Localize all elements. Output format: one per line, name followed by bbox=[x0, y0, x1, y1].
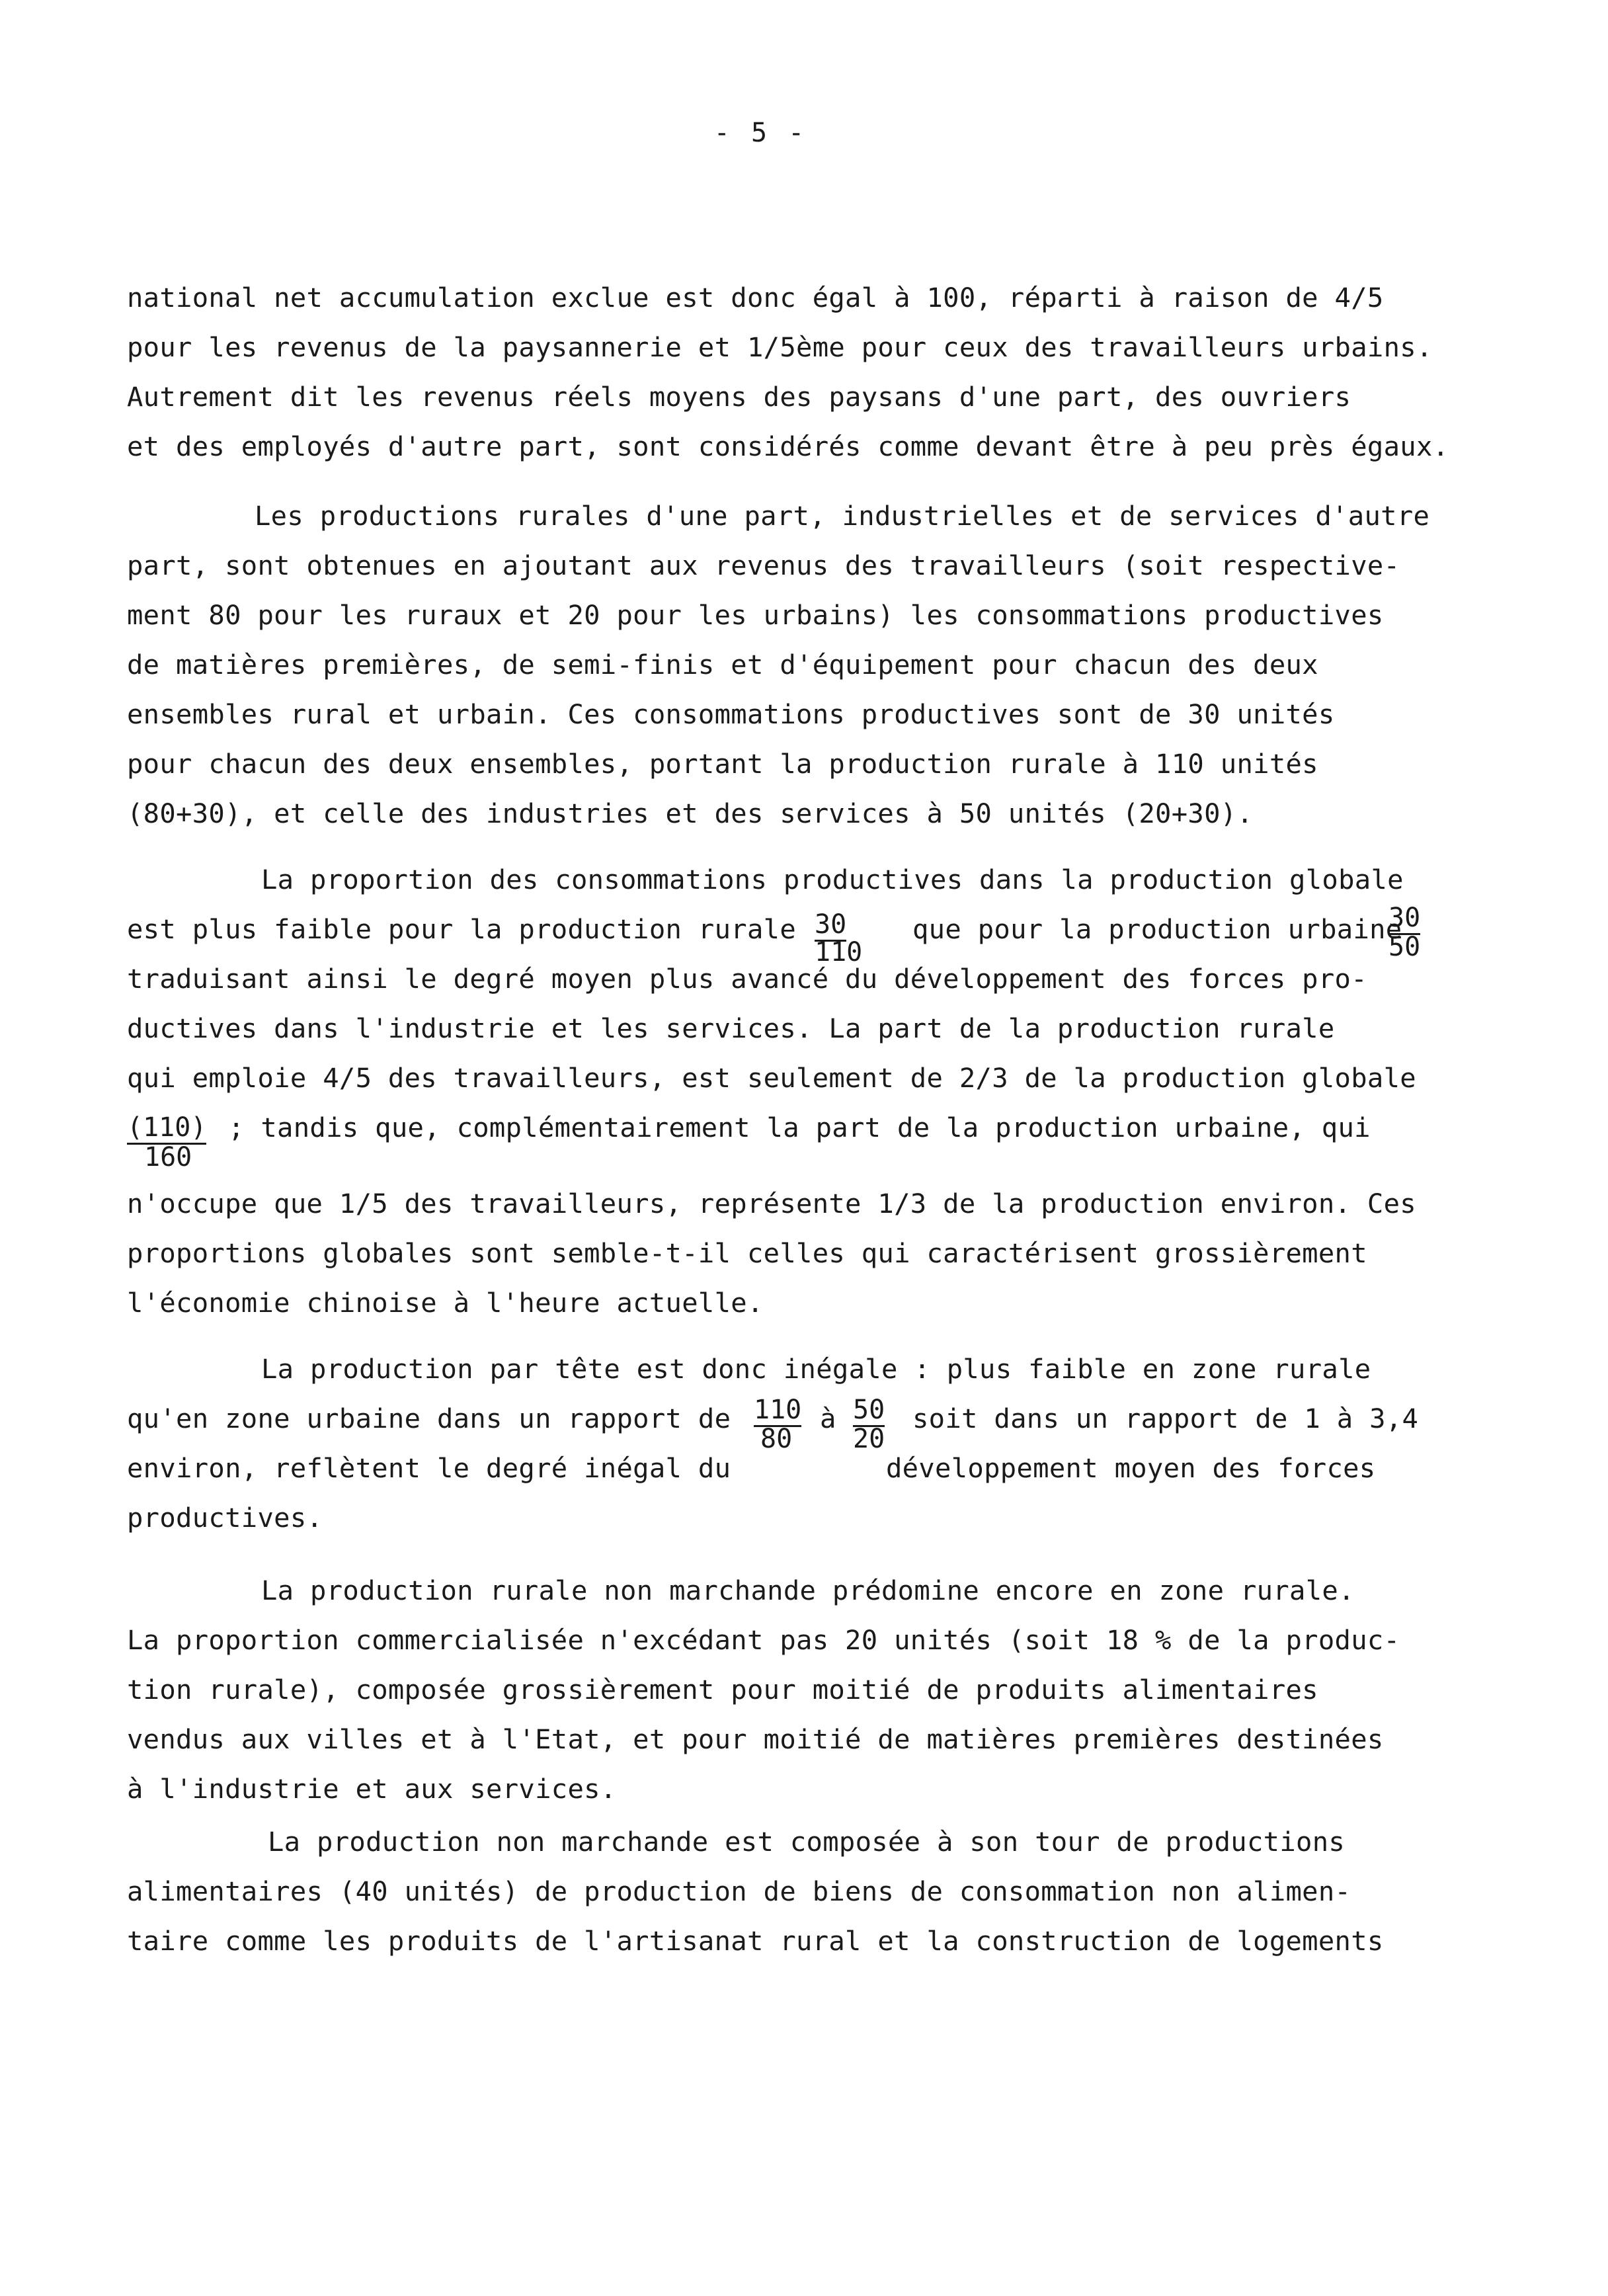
fraction-numerator: (110) bbox=[127, 1112, 206, 1145]
text-line: La production par tête est donc inégale : plus faible en zone rurale bbox=[261, 1353, 1371, 1385]
text-line: La production rurale non marchande prédomine encore en zone rurale. bbox=[261, 1575, 1355, 1606]
text-line: La production non marchande est composée à son tour de productions bbox=[268, 1826, 1346, 1858]
text-line: La proportion des consommations productives dans la production globale bbox=[261, 864, 1404, 895]
text-line: développement moyen des forces bbox=[886, 1452, 1376, 1484]
fraction-global-denominator: 160 bbox=[144, 1142, 192, 1172]
text-line: pour chacun des deux ensembles, portant la production rurale à 110 unités bbox=[127, 748, 1318, 780]
text-line: n'occupe que 1/5 des travailleurs, représente 1/3 de la production environ. Ces bbox=[127, 1188, 1416, 1219]
text-line: ; tandis que, complémentairement la part de la production urbaine, qui bbox=[228, 1112, 1371, 1143]
text-line: pour les revenus de la paysannerie et 1/5ème pour ceux des travailleurs urbains. bbox=[127, 331, 1433, 363]
text-line: soit dans un rapport de 1 à 3,4 bbox=[912, 1403, 1419, 1434]
fraction-numerator: 50 bbox=[853, 1395, 885, 1427]
text-line: environ, reflètent le degré inégal du bbox=[127, 1452, 731, 1484]
text-line: Autrement dit les revenus réels moyens des paysans d'une part, des ouvriers bbox=[127, 381, 1351, 413]
text-line: l'économie chinoise à l'heure actuelle. bbox=[127, 1287, 764, 1319]
text-line: traduisant ainsi le degré moyen plus avancé du développement des forces pro- bbox=[127, 963, 1367, 995]
text-line: et des employés d'autre part, sont considérés comme devant être à peu près égaux. bbox=[127, 430, 1449, 462]
text-line: ductives dans l'industrie et les services. La part de la production rurale bbox=[127, 1012, 1335, 1044]
text-line: proportions globales sont semble-t-il celles qui caractérisent grossièrement bbox=[127, 1237, 1367, 1269]
text-line: est plus faible pour la production rurale bbox=[127, 913, 797, 945]
fraction-urban-denominator: 50 bbox=[1388, 932, 1421, 962]
text-line: à l'industrie et aux services. bbox=[127, 1773, 617, 1805]
text-line: qu'en zone urbaine dans un rapport de bbox=[127, 1403, 731, 1434]
fraction-urban bbox=[1388, 903, 1420, 932]
fraction-rural-denominator: 110 bbox=[815, 937, 863, 967]
fraction-global bbox=[127, 1113, 206, 1142]
text-line: national net accumulation exclue est donc égal à 100, réparti à raison de 4/5 bbox=[127, 282, 1384, 313]
fraction-a bbox=[754, 1395, 801, 1424]
fraction-rural bbox=[815, 910, 846, 939]
fraction-numerator: 30 bbox=[1388, 903, 1420, 935]
text-line: Les productions rurales d'une part, industrielles et de services d'autre bbox=[255, 500, 1430, 532]
text-line: à bbox=[820, 1403, 836, 1434]
text-line: de matières premières, de semi-finis et d'équipement pour chacun des deux bbox=[127, 649, 1318, 680]
text-line: ensembles rural et urbain. Ces consommations productives sont de 30 unités bbox=[127, 698, 1335, 730]
text-line: que pour la production urbaine bbox=[912, 913, 1402, 945]
text-line: qui emploie 4/5 des travailleurs, est seulement de 2/3 de la production globale bbox=[127, 1062, 1416, 1094]
text-line: ment 80 pour les ruraux et 20 pour les urbains) les consommations productives bbox=[127, 599, 1384, 631]
text-line: vendus aux villes et à l'Etat, et pour moitié de matières premières destinées bbox=[127, 1723, 1384, 1755]
fraction-b bbox=[853, 1395, 885, 1424]
text-line: (80+30), et celle des industries et des services à 50 unités (20+30). bbox=[127, 798, 1254, 829]
text-line: taire comme les produits de l'artisanat rural et la construction de logements bbox=[127, 1925, 1384, 1957]
fraction-a-denominator: 80 bbox=[760, 1424, 793, 1454]
fraction-numerator: 30 bbox=[815, 909, 846, 942]
text-line: productives. bbox=[127, 1502, 323, 1534]
page-number: - 5 - bbox=[713, 118, 807, 148]
text-line: La proportion commercialisée n'excédant pas 20 unités (soit 18 % de la produc- bbox=[127, 1624, 1400, 1656]
fraction-b-denominator: 20 bbox=[853, 1424, 885, 1454]
text-line: alimentaires (40 unités) de production de biens de consommation non alimen- bbox=[127, 1875, 1351, 1907]
text-line: part, sont obtenues en ajoutant aux revenus des travailleurs (soit respective- bbox=[127, 550, 1400, 581]
text-line: tion rurale), composée grossièrement pour moitié de produits alimentaires bbox=[127, 1674, 1318, 1705]
fraction-numerator: 110 bbox=[754, 1395, 801, 1427]
